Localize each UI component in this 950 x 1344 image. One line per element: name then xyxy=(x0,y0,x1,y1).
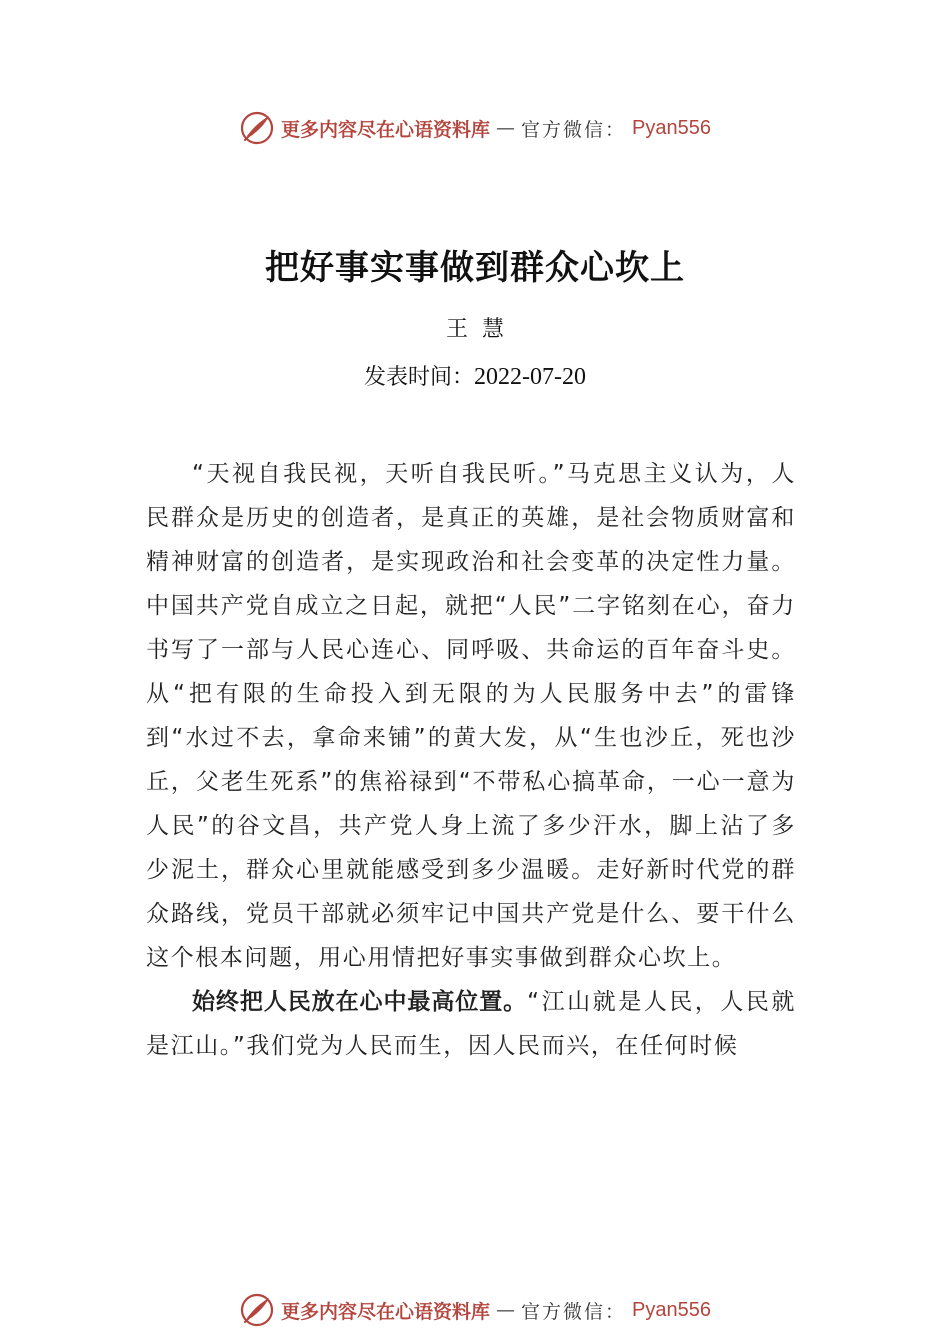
banner-wechat-id: Pyan556 xyxy=(632,116,711,139)
header-banner xyxy=(0,108,950,148)
footer-banner xyxy=(0,1290,950,1330)
footer-banner-wechat-id: Pyan556 xyxy=(632,1298,711,1321)
footer-banner-wechat-label: 官方微信： xyxy=(521,1300,627,1323)
paragraph-2-lead: 始终把人民放在心中最高位置。 xyxy=(192,989,528,1015)
publish-time xyxy=(0,360,950,391)
paragraph-1 xyxy=(146,452,796,980)
banner-main-text: 更多内容尽在心语资料库 xyxy=(281,118,491,141)
article-title: 把好事实事做到群众心坎上 xyxy=(265,248,685,288)
paragraph-1-text: “天视自我民视，天听自我民听。”马克思主义认为，人民群众是历史的创造者，是真正的英雄，是社会物质财富和精神财富的创造者，是实现政治和社会变革的决定性力量。中国共产党自成立之日起，就把“人民”二字铭刻在心，奋力书写了一部与人民心连心、同呼吸、共命运的百年奋斗史。从“把有限的生命投入到无限的为人民服务中去”的雷锋到“水过不去，拿命来铺”的黄大发，从“生也沙丘，死也沙丘，父老生死系”的焦裕禄到“不带私心搞革命，一心一意为人民”的谷文昌，共产党人身上流了多少汗水，脚上沾了多少泥土，群众心里就能感受到多少温暖。走好新时代党的群众路线，党员干部就必须牢记中国共产党是什么、要干什么这个根本问题，用心用情把好事实事做到群众心坎上。 xyxy=(146,461,796,971)
publish-time-label: 发表时间： xyxy=(364,365,475,390)
banner-wechat-label: 官方微信： xyxy=(521,118,627,141)
paragraph-2-text: “江山就是人民，人民就是江山。”我们党为人民而生，因人民而兴，在任何时候 xyxy=(146,989,797,1059)
banner-separator: — xyxy=(496,117,516,139)
article-body xyxy=(146,452,796,1068)
quill-logo-icon xyxy=(239,1292,275,1328)
article-author: 王慧 xyxy=(445,317,518,342)
paragraph-2 xyxy=(146,980,796,1068)
publish-time-value: 2022-07-20 xyxy=(474,364,586,390)
footer-banner-separator: — xyxy=(496,1299,516,1321)
quill-logo-icon xyxy=(239,110,275,146)
footer-banner-main-text: 更多内容尽在心语资料库 xyxy=(281,1300,491,1323)
